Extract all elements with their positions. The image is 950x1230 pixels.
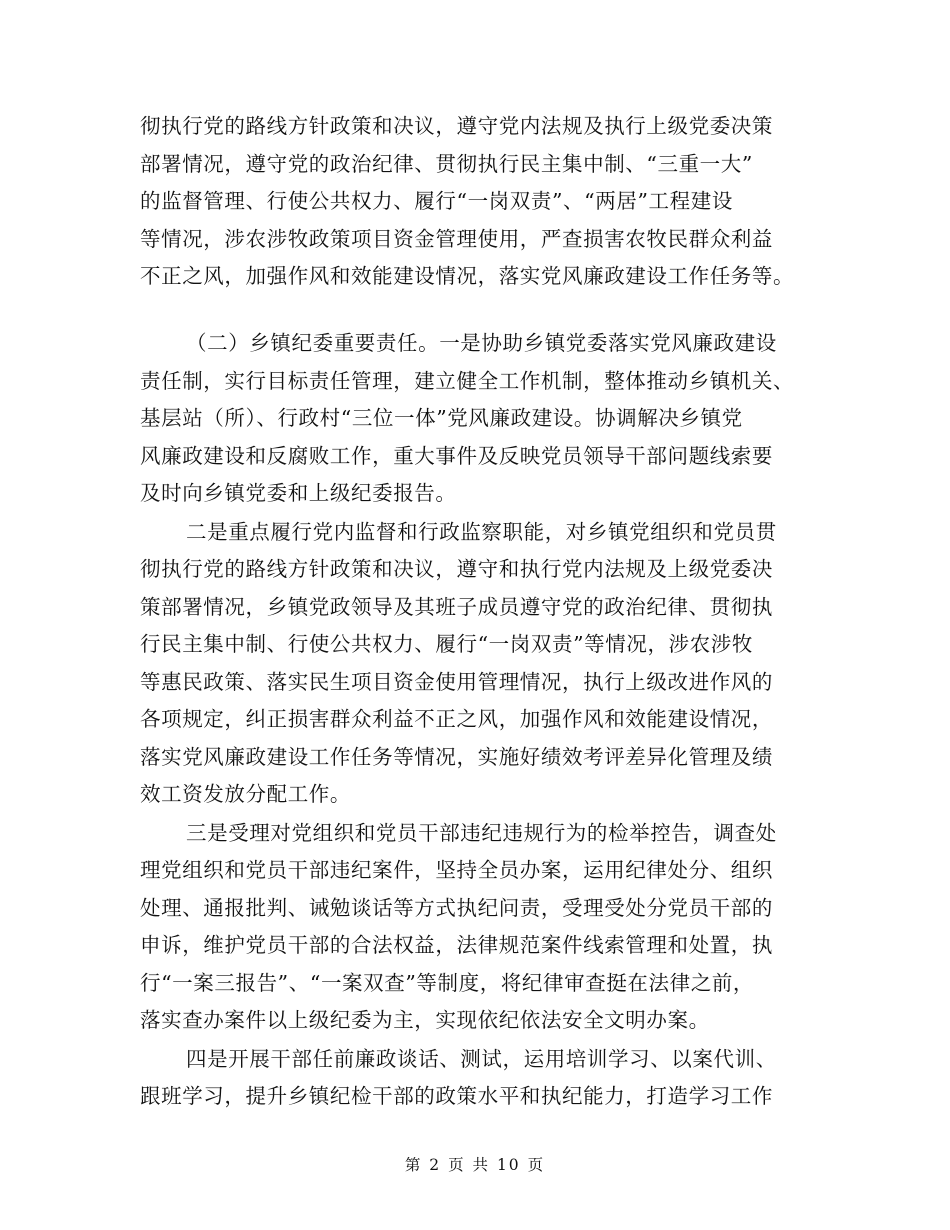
text-line: 彻执行党的路线方针政策和决议，遵守和执行党内法规及上级党委决 (140, 557, 773, 581)
text-line: 及时向乡镇党委和上级纪委报告。 (140, 481, 457, 505)
text-line: 处理、通报批判、诫勉谈话等方式执纪问责，受理受处分党员干部的 (140, 896, 773, 920)
text-line: 跟班学习，提升乡镇纪检干部的政策水平和执纪能力，打造学习工作 (140, 1084, 773, 1108)
text-line: 部署情况，遵守党的政治纪律、贯彻执行民主集中制、“三重一大” (140, 152, 753, 176)
text-line: 责任制，实行目标责任管理，建立健全工作机制，整体推动乡镇机关、 (140, 369, 795, 393)
text-line: 理党组织和党员干部违纪案件，坚持全员办案，运用纪律处分、组织 (140, 858, 773, 882)
paragraph-first-line: 三是受理对党组织和党员干部违纪违规行为的检举控告，调查处 (186, 821, 777, 845)
text-line: 落实党风廉政建设工作任务等情况，实施好绩效考评差异化管理及绩 (140, 745, 773, 769)
text-line: 行民主集中制、行使公共权力、履行“一岗双责”等情况，涉农涉牧 (140, 632, 753, 656)
text-line: 的监督管理、行使公共权力、履行“一岗双责”、“两居”工程建设 (140, 189, 733, 213)
text-line: 申诉，维护党员干部的合法权益，法律规范案件线索管理和处置，执 (140, 933, 773, 957)
paragraph-first-line: （二）乡镇纪委重要责任。一是协助乡镇党委落实党风廉政建设 (186, 331, 777, 355)
text-line: 效工资发放分配工作。 (140, 782, 351, 806)
text-line: 彻执行党的路线方针政策和决议，遵守党内法规及执行上级党委决策 (140, 114, 773, 138)
text-line: 基层站（所）、行政村“三位一体”党风廉政建设。协调解决乡镇党 (140, 406, 743, 430)
text-line: 落实查办案件以上级纪委为主，实现依纪依法安全文明办案。 (140, 1008, 710, 1032)
page-number-footer: 第 2 页 共 10 页 (404, 1156, 546, 1174)
paragraph-first-line: 四是开展干部任前廉政谈话、测试，运用培训学习、以案代训、 (186, 1047, 777, 1071)
paragraph-first-line: 二是重点履行党内监督和行政监察职能，对乡镇党组织和党员贯 (186, 520, 777, 544)
text-line: 等惠民政策、落实民生项目资金使用管理情况，执行上级改进作风的 (140, 670, 773, 694)
text-line: 行“一案三报告”、“一案双查”等制度，将纪律审查挺在法律之前， (140, 971, 755, 995)
text-line: 不正之风，加强作风和效能建设情况，落实党风廉政建设工作任务等。 (140, 264, 795, 288)
text-line: 风廉政建设和反腐败工作，重大事件及反映党员领导干部问题线索要 (140, 444, 773, 468)
text-line: 等情况，涉农涉牧政策项目资金管理使用，严查损害农牧民群众利益 (140, 227, 773, 251)
text-line: 各项规定，纠正损害群众利益不正之风，加强作风和效能建设情况， (140, 707, 773, 731)
text-line: 策部署情况，乡镇党政领导及其班子成员遵守党的政治纪律、贯彻执 (140, 595, 773, 619)
